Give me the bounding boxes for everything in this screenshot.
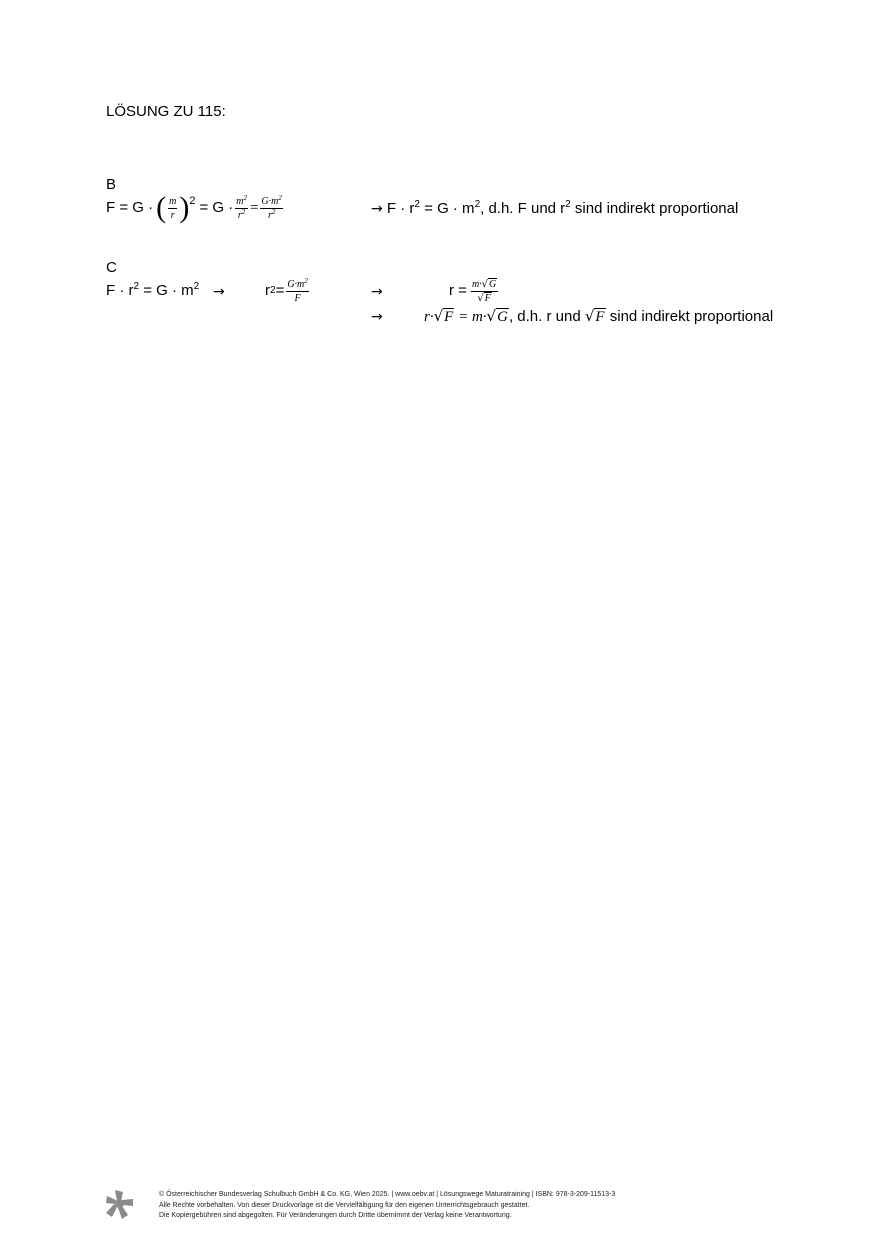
paren-open: ( [156,191,167,224]
section-c-result: r·√F = m·√G, d.h. r und √F sind indirekt proportional [424,307,774,325]
paren-exponent: 2 [189,195,196,207]
arrow-right-icon: → [213,284,225,300]
section-b-equation: F = G · ( $\frac{m}{r}$ ) 2 = G · $\frac{m^2}{r^2}$ = $\frac{G\cdot m^2}{r^2}$ [106,191,282,224]
section-b-label: B [106,176,117,193]
section-c-label: C [106,259,117,276]
fraction-m-sqrtg-over-sqrtf: $\frac{m\cdot√G}{√F}$ [471,278,497,304]
eq-lhs: F = G · [106,199,154,216]
footer-rights: Alle Rechte vorbehalten. Von dieser Druckvorlage ist die Vervielfältigung für den eigenen Unterrichtsgebrauch gestattet. [159,1201,530,1209]
footer-copyright: © Österreichischer Bundesverlag Schulbuch GmbH & Co. KG, Wien 2025. | www.oebv.at | Lösungswege Maturatraining | ISBN: 978-3-209-11513-3 [159,1191,616,1198]
fraction-m2-over-r2: $\frac{m^2}{r^2}$ [236,193,247,221]
eq-mid: = G · [199,199,234,216]
paren-close: ) [179,191,190,224]
fraction-m-over-r: $\frac{m}{r}$ [169,195,177,221]
footer-disclaimer: Die Kopiergebühren sind abgegolten. Für Veränderungen durch Dritte übernimmt der Verlag keine Verantwortung. [159,1212,512,1219]
section-c-equation-2: r 2 = $\frac{G\cdot m^2}{F}$ [265,276,308,304]
section-b-result: → $F \cdot r^2 = G \cdot m^2$, d.h. F und $r^2$ sind indirekt proportional [371,199,739,217]
fraction-gm2-over-r2: $\frac{G\cdot m^2}{r^2}$ [261,193,282,221]
page-title: LÖSUNG ZU 115: [106,103,226,120]
arrow-right-icon: → [371,309,383,325]
arrow-right-icon: → [371,201,383,217]
arrow-right-icon: → [371,284,383,300]
section-c-equation-3: r = $\frac{m\cdot√G}{√F}$ [449,278,497,304]
oebv-asterisk-logo-icon [104,1188,136,1220]
section-c-equation-1: $F \cdot r^2 = G \cdot m^2$ [106,281,200,299]
footer-text [159,1190,615,1222]
fraction-gm2-over-f: $\frac{G\cdot m^2}{F}$ [287,276,308,304]
